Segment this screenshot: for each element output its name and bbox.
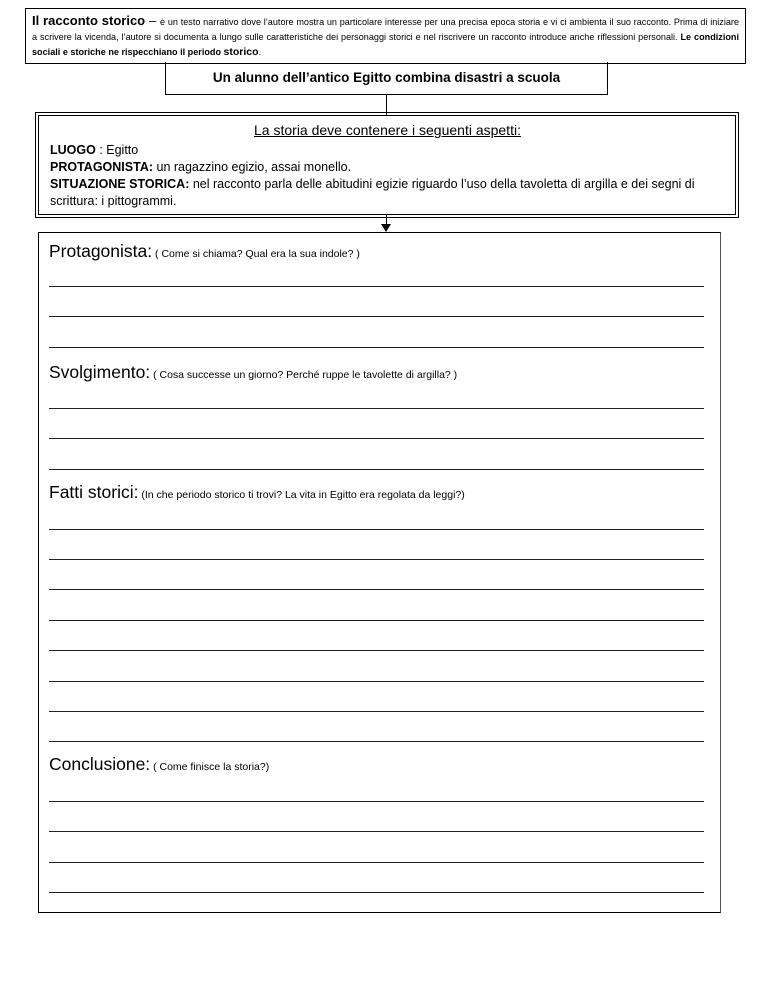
writing-line[interactable]: [49, 831, 704, 832]
aspect-protagonista: [50, 159, 725, 176]
writing-line[interactable]: [49, 711, 704, 712]
writing-line[interactable]: [49, 741, 704, 742]
definition-box: [25, 8, 746, 64]
writing-line[interactable]: [49, 316, 704, 317]
down-arrow-icon: [381, 224, 391, 232]
writing-line[interactable]: [49, 681, 704, 682]
aspect-situazione: [50, 176, 725, 210]
section-hint: (In che periodo storico ti trovi? La vita in Egitto era regolata da leggi?): [138, 489, 465, 501]
definition-separator: –: [145, 13, 161, 28]
situazione-value: nel racconto parla delle abitudini egizie riguardo l’uso della tavoletta di argilla e dei segni di scrittura: i pittogrammi.: [50, 177, 695, 208]
writing-line[interactable]: [49, 469, 704, 470]
aspects-heading: La storia deve contenere i seguenti aspetti:: [254, 122, 521, 138]
aspect-luogo: [50, 142, 725, 159]
writing-line[interactable]: [49, 862, 704, 863]
aspects-box: [38, 115, 736, 215]
section-title: Conclusione:: [49, 754, 151, 774]
writing-line[interactable]: [49, 408, 704, 409]
section-title: Fatti storici:: [49, 482, 139, 502]
writing-line[interactable]: [49, 589, 704, 590]
section-svolgimento: [49, 362, 457, 383]
luogo-label: LUOGO: [50, 143, 96, 157]
definition-bold-text: Le condizioni sociali e storiche ne rispecchiano il periodo: [32, 32, 739, 57]
luogo-value: : Egitto: [95, 143, 139, 157]
connector-line-top: [386, 95, 387, 115]
writing-line[interactable]: [49, 620, 704, 621]
story-title-box: [165, 62, 608, 95]
section-protagonista: [49, 241, 360, 262]
definition-text: è un testo narrativo dove l’autore mostra un particolare interesse per una precisa epoca storia e vi ci ambienta il suo racconto. Prima di iniziare a scrivere la vicenda, l’autore si documenta a lungo sulle caratteristiche dei personaggi storici e nel riscrivere un racconto introduce anche riflessioni personali.: [32, 17, 739, 42]
section-title: Svolgimento:: [49, 362, 151, 382]
situazione-label: SITUAZIONE STORICA:: [50, 177, 190, 191]
writing-line[interactable]: [49, 801, 704, 802]
section-conclusione: [49, 754, 269, 775]
definition-bold-end: storico: [223, 46, 259, 58]
writing-line[interactable]: [49, 559, 704, 560]
writing-line[interactable]: [49, 347, 704, 348]
writing-line[interactable]: [49, 438, 704, 439]
story-title: Un alunno dell’antico Egitto combina disastri a scuola: [212, 70, 561, 85]
writing-line[interactable]: [49, 892, 704, 893]
definition-term: Il racconto storico: [32, 13, 146, 28]
definition-period: .: [258, 47, 262, 57]
section-hint: ( Come finisce la storia?): [150, 761, 270, 773]
writing-line[interactable]: [49, 286, 704, 287]
section-hint: ( Come si chiama? Qual era la sua indole? ): [152, 248, 360, 260]
protagonista-value: un ragazzino egizio, assai monello.: [153, 160, 352, 174]
writing-box: [38, 232, 721, 913]
protagonista-label: PROTAGONISTA:: [50, 160, 154, 174]
writing-line[interactable]: [49, 529, 704, 530]
section-hint: ( Cosa successe un giorno? Perché ruppe le tavolette di argilla? ): [150, 369, 458, 381]
section-fatti-storici: [49, 482, 465, 503]
section-title: Protagonista:: [49, 241, 153, 261]
writing-line[interactable]: [49, 650, 704, 651]
